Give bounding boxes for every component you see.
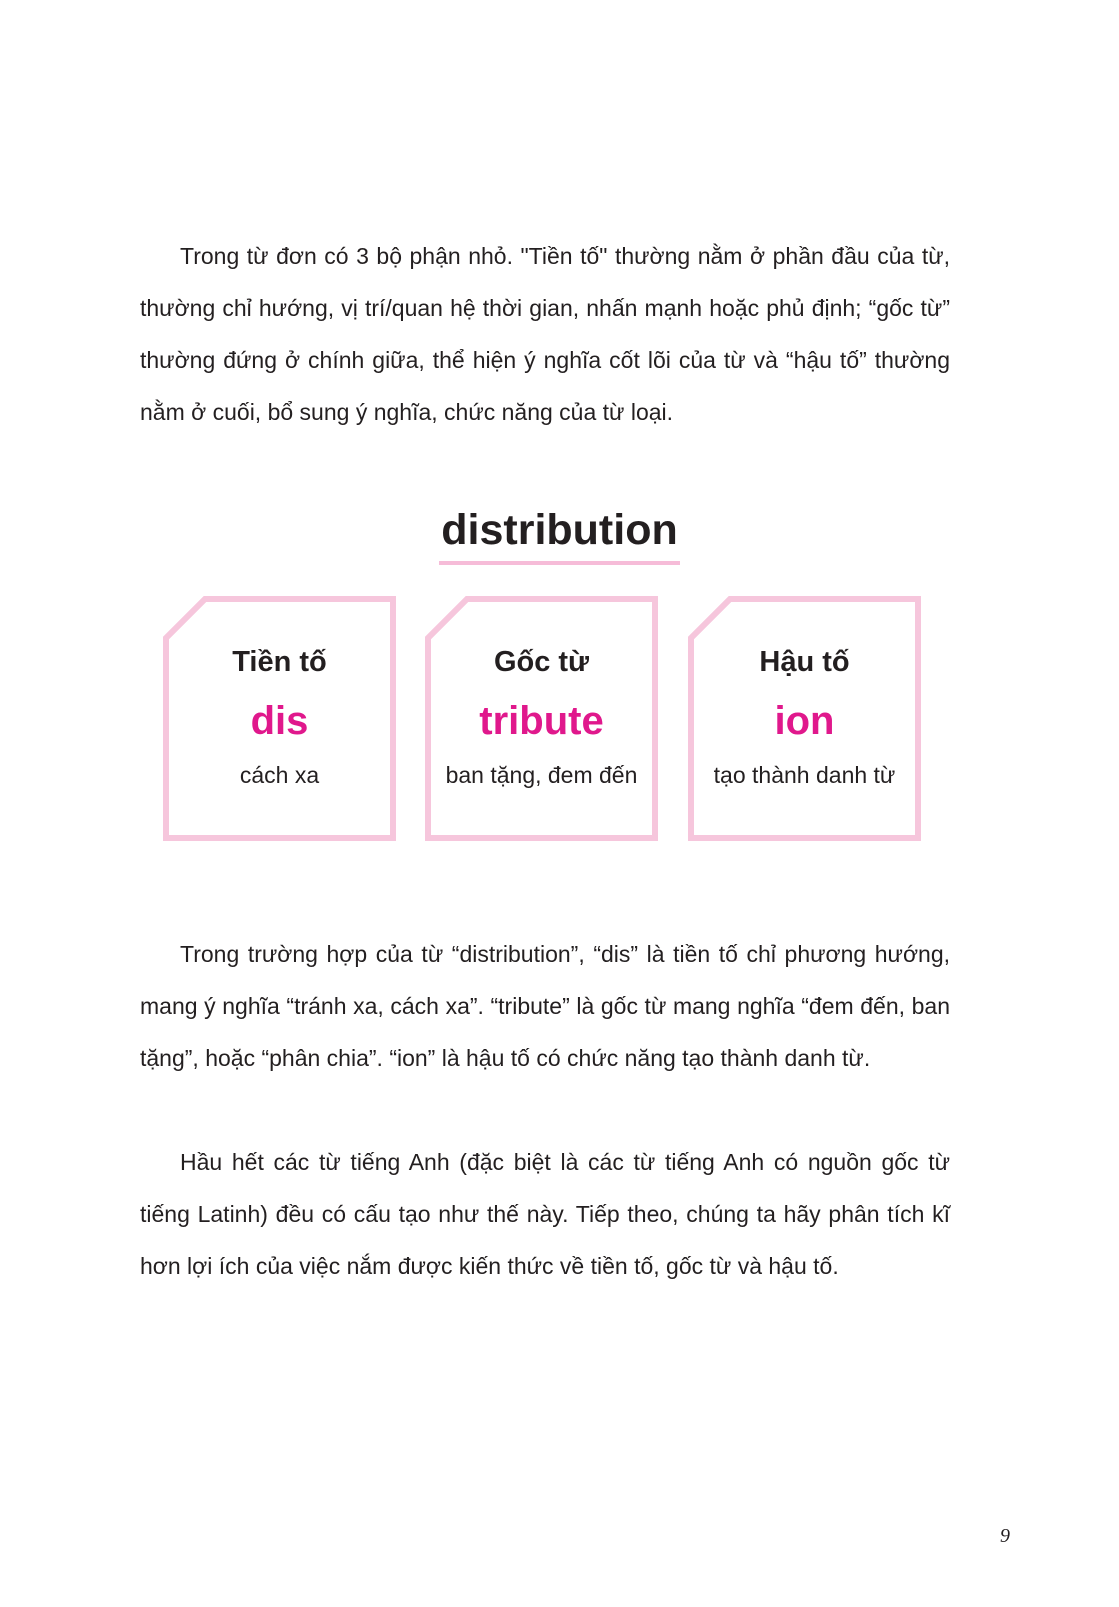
explanation-paragraph: Trong trường hợp của từ “distribution”, “dis” là tiền tố chỉ phương hướng, mang ý nghĩa “tránh xa, cách xa”. “tribute” là gốc từ mang nghĩa “đem đến, ban tặng”, hoặc “phân chia”. “ion” là hậu tố có chức năng tạo thành danh từ. <box>140 941 950 1071</box>
suffix-label: Hậu tố <box>759 646 850 678</box>
suffix-meaning: tạo thành danh từ <box>713 762 896 788</box>
prefix-card <box>163 596 396 841</box>
suffix-card <box>688 596 921 841</box>
conclusion-paragraph: Hầu hết các từ tiếng Anh (đặc biệt là các từ tiếng Anh có nguồn gốc từ tiếng Latinh) đều có cấu tạo như thế này. Tiếp theo, chúng ta hãy phân tích kĩ hơn lợi ích của việc nắm được kiến thức về tiền tố, gốc từ và hậu tố. <box>140 1149 950 1279</box>
root-meaning: ban tặng, đem đến <box>445 762 638 788</box>
prefix-part: dis <box>250 699 309 743</box>
root-card <box>425 596 658 841</box>
intro-paragraph: Trong từ đơn có 3 bộ phận nhỏ. "Tiền tố" thường nằm ở phần đầu của từ, thường chỉ hướng, vị trí/quan hệ thời gian, nhấn mạnh hoặc phủ định; “gốc từ” thường đứng ở chính giữa, thể hiện ý nghĩa cốt lõi của từ và “hậu tố” thường nằm ở cuối, bổ sung ý nghĩa, chức năng của từ loại. <box>140 243 950 425</box>
root-label: Gốc từ <box>493 646 590 678</box>
prefix-label: Tiền tố <box>232 646 327 678</box>
page-number: 9 <box>1000 1525 1010 1547</box>
suffix-part: ion <box>774 699 835 743</box>
example-word-heading <box>0 505 1119 565</box>
prefix-meaning: cách xa <box>239 762 320 788</box>
example-word: distribution <box>439 505 679 565</box>
root-part: tribute <box>479 699 604 743</box>
